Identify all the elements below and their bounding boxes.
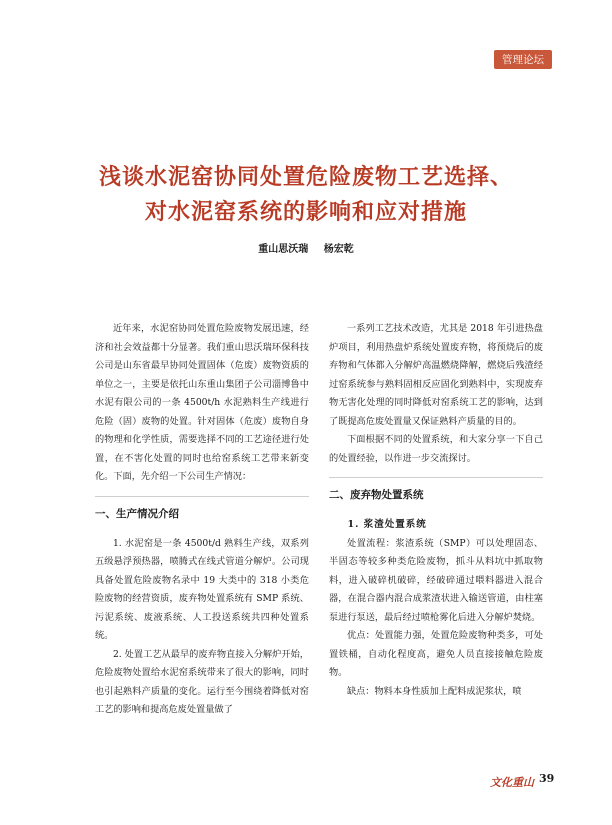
- paragraph: 缺点：物料本身性质加上配料成泥浆状，喷: [346, 685, 522, 697]
- title-line-2: 对水泥窑系统的影响和应对措施: [144, 199, 467, 225]
- paragraph: 近年来，水泥窑协同处置危险废物发展迅速，经济和社会效益都十分显著。我们重山思沃瑞环保科技公司是山东省最早协同处置固体（危废）废物资质的单位之一，主要是依托山东重山集团子公司淄博鲁中水泥有限公司的一条 4500t/h 水泥熟料生产线进行危险（固）废物的处置。针对固体（危废）废物自身的物理和化学性质，需要选择不同的工艺途径进行处置，在不害化处置的同时也给窑系统工艺带来新变化。下面，先介绍一下公司生产情况：: [95, 323, 309, 482]
- paragraph: 2. 处置工艺从最早的废弃物直接入分解炉开始，危险废物处置给水泥窑系统带来了很大的影响，同时也引起熟料产质量的变化。运行至今围绕着降低对窑工艺的影响和提高危废处置量做了: [95, 648, 309, 715]
- footer-brand-logo: 文化重山: [490, 776, 534, 789]
- section-heading: 一、生产情况介绍: [95, 496, 309, 535]
- author-2: 杨宏乾: [323, 244, 354, 255]
- paragraph: 下面根据不同的处置系统，和大家分享一下自己的处置经验，以作进一步交流探讨。: [329, 434, 543, 464]
- paragraph: 处置流程：浆渣系统（SMP）可以处理固态、半固态等较多种类危险废物，抓斗从料坑中抓取物料，进入破碎机破碎，经破碎通过喂料器进入混合器，在混合器内混合成浆渣状进入输送管道，由柱塞泵进行泵送，最后经过喷枪雾化后进入分解炉焚烧。: [329, 537, 543, 623]
- author-1: 重山思沃瑞: [258, 244, 309, 255]
- subsection-heading: 1. 浆渣处置系统: [347, 519, 427, 530]
- section-tag: 管理论坛: [494, 50, 552, 69]
- paragraph: 一系列工艺技术改造，尤其是 2018 年引进热盘炉项目，利用热盘炉系统处置废弃物，将预烧后的废弃物和气体都入分解炉高温燃烧降解，燃烧后残渣经过窑系统参与熟料固相反应固化到熟料中，实现废弃物无害化处理的同时降低对窑系统工艺的影响，达到了既提高危废处置量又保证熟料产质量的目的。: [329, 323, 543, 427]
- authors: [0, 240, 612, 255]
- paragraph: 优点：处置能力强，处置危险废物种类多，可处置铁桶，自动化程度高，避免人员直接接触危险废物。: [329, 630, 543, 678]
- paragraph: 1. 水泥窑是一条 4500t/d 熟料生产线，双系列五级悬浮预热器，喷腾式在线式管道分解炉。公司现具备处置危险废物名录中 19 大类中的 318 小类危险废物的经营资质，废弃物处置系统有 SMP 系统、污泥系统、废液系统、人工投送系统共四种处置系统。: [95, 537, 309, 641]
- section-heading: 二、废弃物处置系统: [329, 477, 543, 516]
- right-column: [329, 320, 543, 701]
- title-line-1: 浅谈水泥窑协同处置危险废物工艺选择、: [98, 164, 513, 190]
- page-number: 39: [539, 772, 555, 785]
- left-column: [95, 320, 309, 720]
- article-title: [0, 160, 612, 230]
